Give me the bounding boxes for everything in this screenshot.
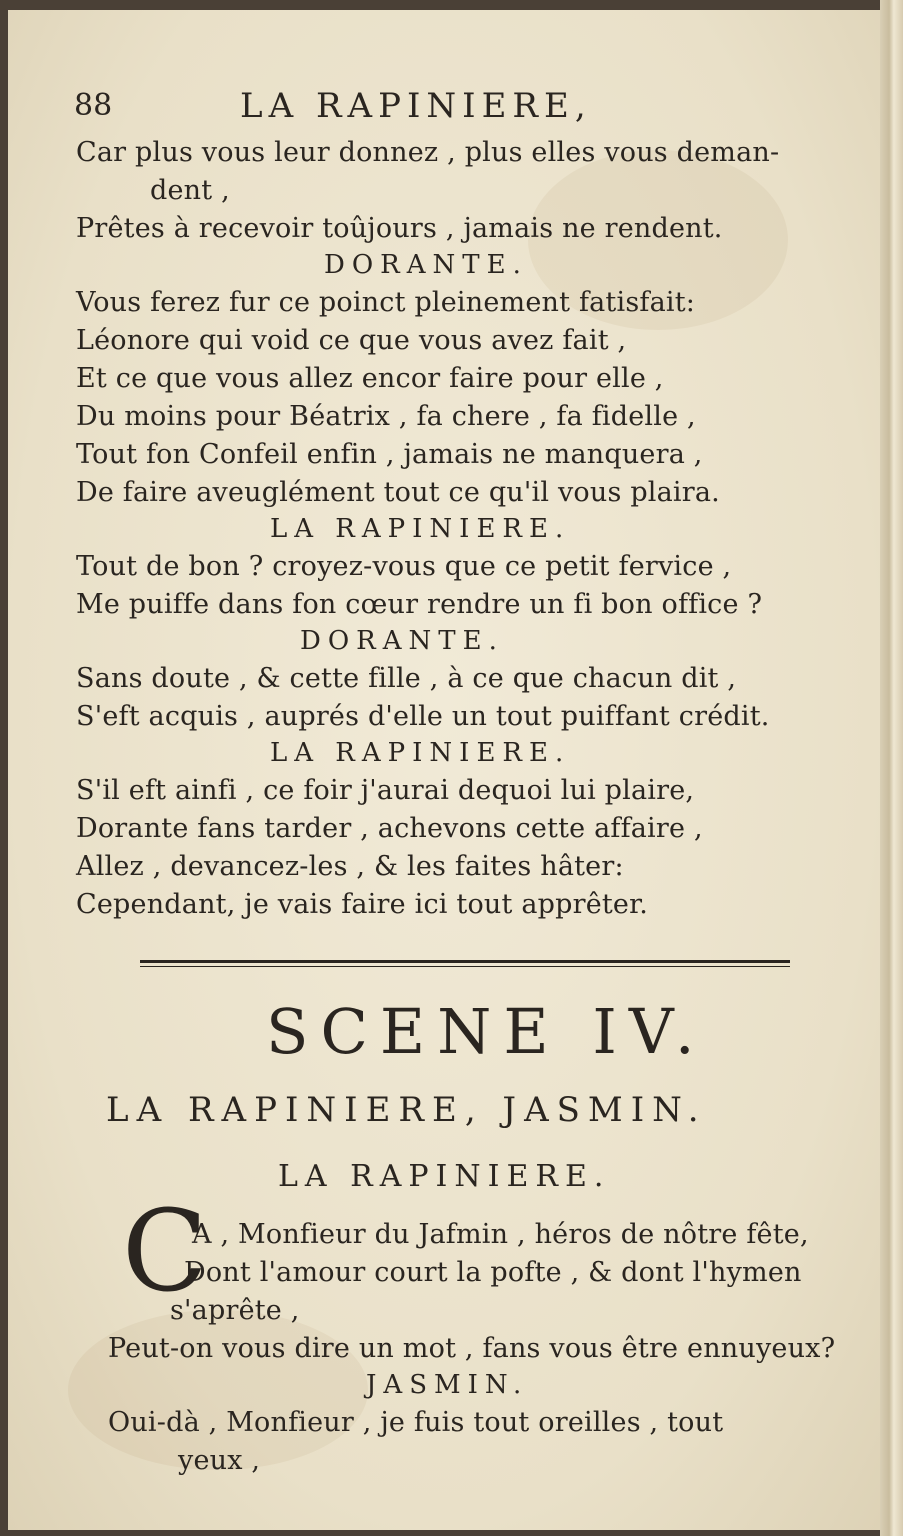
scene-cast: LA RAPINIERE, JASMIN. [106,1090,707,1130]
verse-line: Vous ferez fur ce poinct pleinement fatisfait: [76,287,696,318]
verse-line: Tout de bon ? croyez-vous que ce petit fervice , [76,551,732,582]
verse-line: Du moins pour Béatrix , fa chere , fa fidelle , [76,401,696,432]
verse-line: Sans doute , & cette fille , à ce que chacun dit , [76,663,737,694]
verse-line: Prêtes à recevoir toûjours , jamais ne rendent. [76,213,723,244]
verse-line: Peut-on vous dire un mot , fans vous être ennuyeux? [108,1333,836,1364]
verse-line: Tout fon Confeil enfin , jamais ne manquera , [76,439,703,470]
verse-line: A , Monfieur du Jafmin , héros de nôtre fête, [192,1219,809,1250]
speaker-label: DORANTE. [324,250,528,280]
page-header [74,86,794,132]
verse-line: Dont l'amour court la pofte , & dont l'hymen [184,1257,802,1288]
verse-line: Dorante fans tarder , achevons cette affaire , [76,813,703,844]
section-rule-thin [140,966,790,967]
page-edge [880,0,903,1536]
verse-line: S'eft acquis , auprés d'elle un tout puiffant crédit. [76,701,770,732]
page-number: 88 [74,88,113,123]
verse-line: Cependant, je vais faire ici tout apprêter. [76,889,649,920]
speaker-label: LA RAPINIERE. [278,1159,611,1194]
section-rule [140,960,790,963]
verse-line: Allez , devancez-les , & les faites hâter: [76,851,624,882]
scene-title: SCENE IV. [266,995,707,1068]
verse-line: yeux , [178,1445,261,1476]
verse-line: De faire aveuglément tout ce qu'il vous plaira. [76,477,720,508]
verse-line: dent , [150,175,230,206]
verse-line: Et ce que vous allez encor faire pour elle , [76,363,664,394]
verse-line: Me puiffe dans fon cœur rendre un fi bon office ? [76,589,763,620]
running-title: LA RAPINIERE, [240,86,592,126]
book-page [8,10,880,1530]
speaker-label: LA RAPINIERE. [270,514,571,544]
verse-line: Oui-dà , Monfieur , je fuis tout oreilles , tout [108,1407,724,1438]
verse-line: Léonore qui void ce que vous avez fait , [76,325,627,356]
drop-capital: C [122,1187,208,1317]
verse-line: s'aprête , [170,1295,300,1326]
speaker-label: LA RAPINIERE. [270,738,571,768]
verse-line: Car plus vous leur donnez , plus elles vous deman- [76,137,780,168]
speaker-label: JASMIN. [366,1370,529,1400]
speaker-label: DORANTE. [300,626,504,656]
verse-line: S'il eft ainfi , ce foir j'aurai dequoi lui plaire, [76,775,695,806]
